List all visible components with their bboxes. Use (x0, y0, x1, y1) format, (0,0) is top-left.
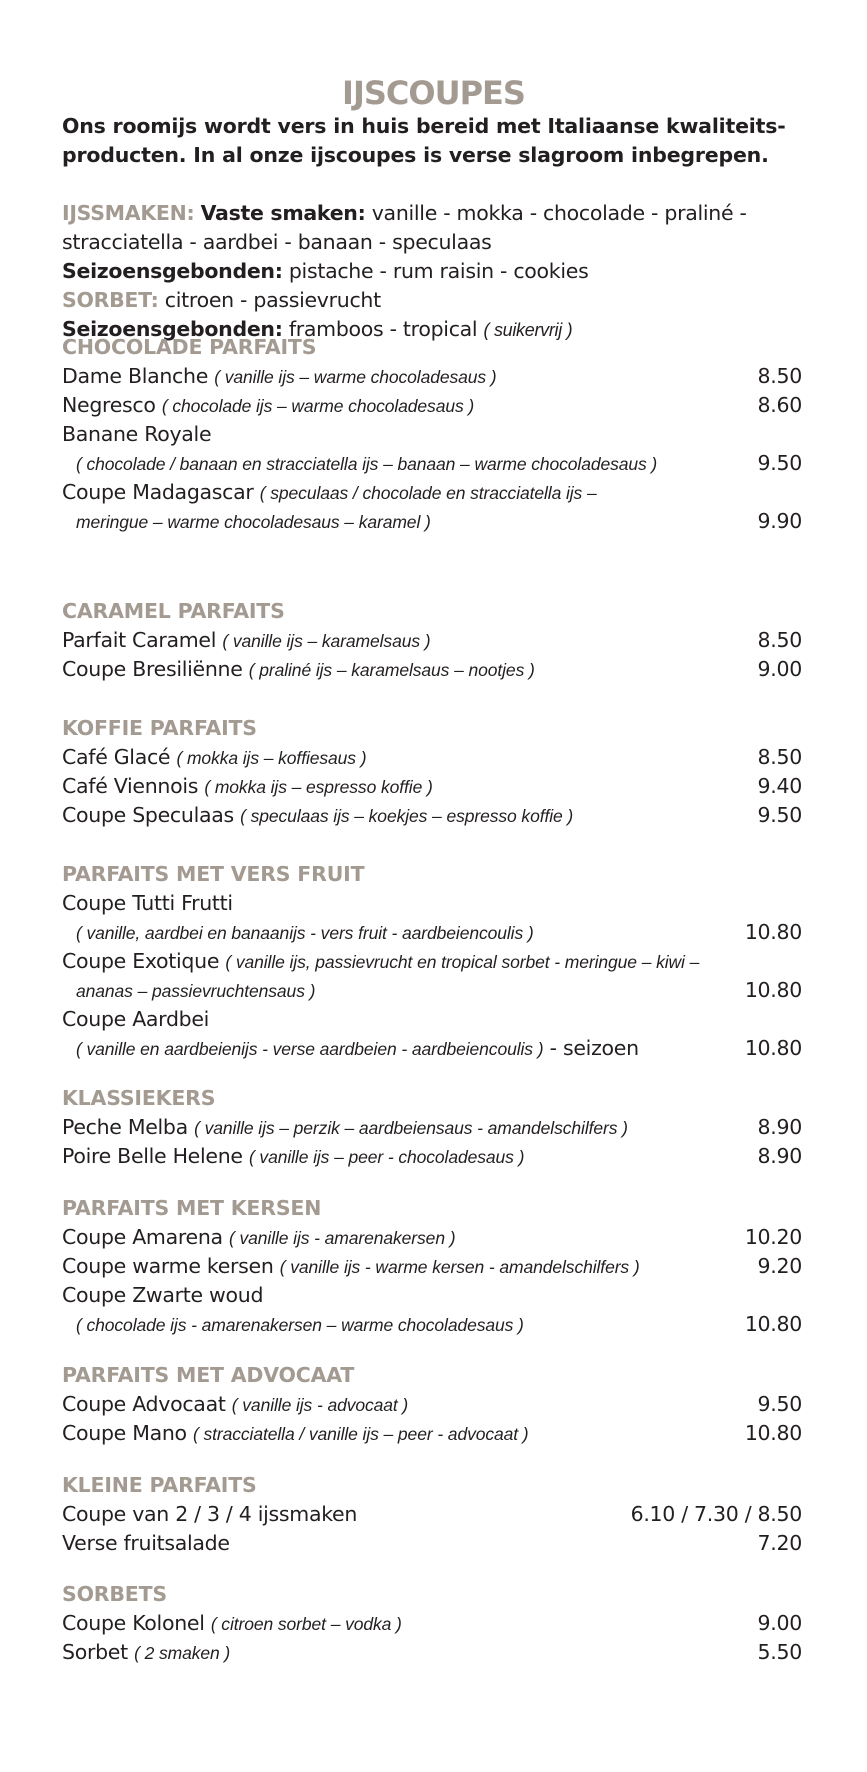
seizoen-note: - seizoen (549, 1036, 639, 1060)
flavors-block (62, 199, 852, 345)
item-name: Coupe Madagascar (62, 480, 254, 504)
item-name: Verse fruitsalade (62, 1531, 230, 1555)
item-price: 9.00 (757, 1611, 802, 1635)
item-name: Banane Royale (62, 422, 212, 446)
item-price: 6.10 / 7.30 / 8.50 (630, 1502, 802, 1526)
item-price: 8.90 (757, 1115, 802, 1139)
item-name: Coupe Tutti Frutti (62, 891, 233, 915)
section-advocaat (62, 1361, 802, 1448)
menu-item (62, 391, 802, 420)
menu-item (62, 655, 802, 684)
item-description: ( mokka ijs – koffiesaus ) (176, 748, 367, 768)
item-name: Sorbet (62, 1640, 128, 1664)
item-description: ( chocolade / banaan en stracciatella ijs – banaan – warme chocoladesaus ) (76, 454, 658, 474)
flavors-line (62, 257, 852, 286)
item-price: 8.60 (757, 393, 802, 417)
menu-item (62, 801, 802, 830)
item-description: ( speculaas ijs – koekjes – espresso koffie ) (240, 806, 574, 826)
item-price: 10.20 (744, 1225, 802, 1249)
section-title: KOFFIE PARFAITS (62, 716, 257, 740)
item-name: Coupe van 2 / 3 / 4 ijssmaken (62, 1502, 358, 1526)
section-kersen (62, 1194, 802, 1339)
menu-item-detail (62, 918, 802, 947)
menu-item (62, 1638, 802, 1667)
menu-item (62, 1390, 802, 1419)
item-name: Café Glacé (62, 745, 171, 769)
item-price: 8.50 (757, 364, 802, 388)
section-title: CARAMEL PARFAITS (62, 599, 285, 623)
item-name: Coupe Zwarte woud (62, 1283, 264, 1307)
item-price: 10.80 (744, 920, 802, 944)
section-klassiekers (62, 1084, 802, 1171)
item-description: ( speculaas / chocolade en stracciatella ijs – (259, 483, 597, 503)
menu-item (62, 1005, 802, 1034)
menu-item (62, 889, 802, 918)
menu-item (62, 626, 802, 655)
seizoen-label: Seizoensgebonden: (62, 317, 283, 341)
section-title: KLEINE PARFAITS (62, 1473, 257, 1497)
menu-item (62, 1419, 802, 1448)
item-name: Poire Belle Helene (62, 1144, 243, 1168)
item-price: 7.20 (757, 1531, 802, 1555)
item-description: ( chocolade ijs - amarenakersen – warme chocoladesaus ) (76, 1315, 524, 1335)
item-description: ( praliné ijs – karamelsaus – nootjes ) (248, 660, 535, 680)
item-description: ( mokka ijs – espresso koffie ) (204, 777, 433, 797)
item-price: 9.20 (757, 1254, 802, 1278)
item-description: ( vanille ijs - amarenakersen ) (229, 1228, 456, 1248)
item-name: Dame Blanche (62, 364, 209, 388)
item-name: Coupe Mano (62, 1421, 187, 1445)
section-caramel (62, 597, 802, 684)
sorbet-label: SORBET: (62, 288, 159, 312)
item-name: Negresco (62, 393, 156, 417)
flavors-line (62, 286, 852, 315)
section-kleine (62, 1471, 802, 1558)
menu-item (62, 1529, 802, 1558)
item-description: ( vanille, aardbei en banaanijs - vers fruit - aardbeiencoulis ) (76, 923, 534, 943)
seizoen-label: Seizoensgebonden: (62, 259, 283, 283)
menu-item-detail (62, 976, 802, 1005)
item-price: 10.80 (744, 1036, 802, 1060)
menu-item (62, 1252, 802, 1281)
menu-item (62, 947, 802, 976)
sorbet-list: citroen - passievrucht (164, 288, 381, 312)
section-fruit (62, 860, 802, 1063)
menu-item (62, 772, 802, 801)
item-name: Coupe Advocaat (62, 1392, 226, 1416)
item-name: Coupe Exotique (62, 949, 220, 973)
menu-item (62, 420, 802, 449)
item-description: ( vanille ijs – perzik – aardbeiensaus - amandelschilfers ) (194, 1118, 628, 1138)
menu-item (62, 1142, 802, 1171)
item-name: Coupe Speculaas (62, 803, 234, 827)
item-price: 10.80 (744, 1312, 802, 1336)
menu-item (62, 1113, 802, 1142)
menu-item (62, 1500, 802, 1529)
item-name: Coupe Amarena (62, 1225, 223, 1249)
item-description: ananas – passievruchtensaus ) (76, 981, 316, 1001)
intro-line: producten. In al onze ijscoupes is verse slagroom inbegrepen. (62, 143, 769, 167)
item-description: ( vanille ijs – karamelsaus ) (222, 631, 431, 651)
item-description: ( stracciatella / vanille ijs – peer - advocaat ) (193, 1424, 529, 1444)
menu-item-detail (62, 1034, 802, 1063)
intro-line: Ons roomijs wordt vers in huis bereid met Italiaanse kwaliteits- (62, 114, 786, 138)
vaste-smaken-list: vanille - mokka - chocolade - praliné - (371, 201, 747, 225)
item-price: 9.00 (757, 657, 802, 681)
item-name: Coupe warme kersen (62, 1254, 274, 1278)
item-price: 8.50 (757, 745, 802, 769)
menu-item (62, 1609, 802, 1638)
item-description: ( vanille ijs - warme kersen - amandelschilfers ) (279, 1257, 640, 1277)
item-name: Coupe Bresiliënne (62, 657, 243, 681)
menu-item (62, 478, 802, 507)
menu-item (62, 743, 802, 772)
item-description: ( vanille ijs – warme chocoladesaus ) (214, 367, 497, 387)
vaste-smaken-label: Vaste smaken: (200, 201, 366, 225)
item-description: meringue – warme chocoladesaus – karamel ) (76, 512, 431, 532)
item-price: 9.40 (757, 774, 802, 798)
section-koffie (62, 714, 802, 830)
item-description: ( citroen sorbet – vodka ) (210, 1614, 402, 1634)
menu-item (62, 1223, 802, 1252)
section-sorbets (62, 1580, 802, 1667)
item-description: ( vanille ijs - advocaat ) (231, 1395, 409, 1415)
item-price: 10.80 (744, 978, 802, 1002)
item-name: Coupe Kolonel (62, 1611, 205, 1635)
ijssmaken-label: IJSSMAKEN: (62, 201, 195, 225)
section-title: SORBETS (62, 1582, 167, 1606)
seizoen-sorbet-list: framboos - tropical (288, 317, 478, 341)
menu-item-detail (62, 507, 802, 536)
item-price: 9.50 (757, 803, 802, 827)
item-description: ( 2 smaken ) (134, 1643, 231, 1663)
item-price: 8.90 (757, 1144, 802, 1168)
section-title: PARFAITS MET KERSEN (62, 1196, 322, 1220)
suikervrij-note: ( suikervrij ) (483, 320, 573, 340)
item-price: 9.50 (757, 451, 802, 475)
section-title: CHOCOLADE PARFAITS (62, 335, 317, 359)
item-description: ( vanille ijs – peer - chocoladesaus ) (248, 1147, 525, 1167)
menu-item-detail (62, 449, 802, 478)
section-title: PARFAITS MET VERS FRUIT (62, 862, 365, 886)
intro-text (62, 112, 842, 170)
item-price: 9.50 (757, 1392, 802, 1416)
flavors-line: stracciatella - aardbei - banaan - speculaas (62, 230, 492, 254)
item-name: Café Viennois (62, 774, 199, 798)
seizoen-ijs-list: pistache - rum raisin - cookies (288, 259, 589, 283)
flavors-line (62, 199, 852, 228)
item-price: 10.80 (744, 1421, 802, 1445)
item-name: Coupe Aardbei (62, 1007, 210, 1031)
menu-item-detail (62, 1310, 802, 1339)
item-price: 8.50 (757, 628, 802, 652)
item-name: Parfait Caramel (62, 628, 217, 652)
menu-item (62, 362, 802, 391)
section-title: PARFAITS MET ADVOCAAT (62, 1363, 355, 1387)
section-title: KLASSIEKERS (62, 1086, 216, 1110)
item-description: ( vanille en aardbeienijs - verse aardbeien - aardbeiencoulis ) (76, 1039, 544, 1059)
item-name: Peche Melba (62, 1115, 188, 1139)
section-chocolade (62, 333, 802, 536)
item-price: 5.50 (757, 1640, 802, 1664)
item-description: ( vanille ijs, passievrucht en tropical sorbet - meringue – kiwi – (225, 952, 700, 972)
menu-item (62, 1281, 802, 1310)
page-title: IJSCOUPES (342, 74, 525, 112)
item-description: ( chocolade ijs – warme chocoladesaus ) (161, 396, 475, 416)
item-price: 9.90 (757, 509, 802, 533)
